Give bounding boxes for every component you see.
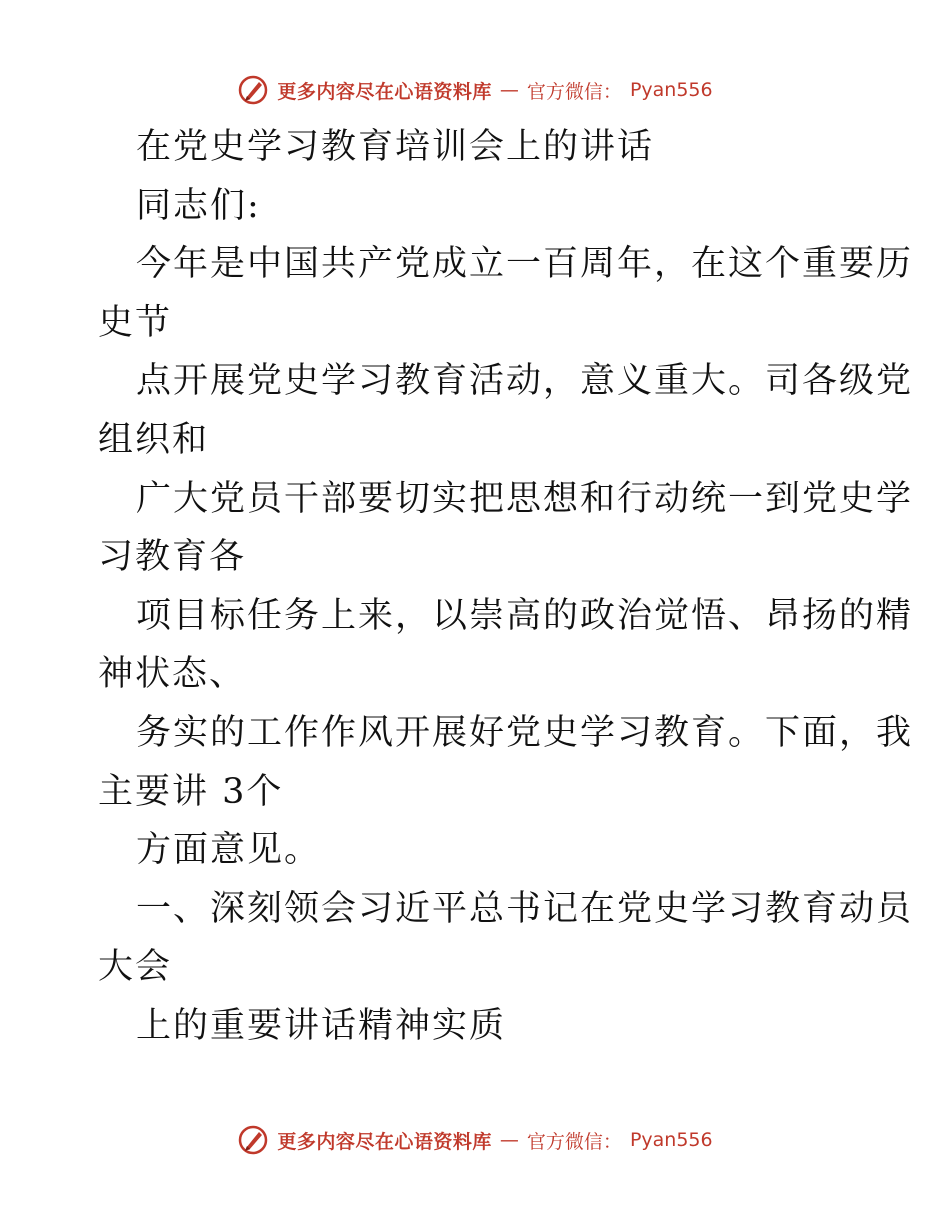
body-line: 项目标任务上来，以崇高的政治觉悟、昂扬的精	[136, 595, 914, 636]
body-line: 今年是中国共产党成立一百周年，在这个重要历	[136, 244, 914, 285]
section-heading: 一、深刻领会习近平总书记在党史学习教育动员	[136, 888, 914, 929]
banner-wechat-id: Pyan556	[629, 1129, 713, 1151]
body-line: 务实的工作作风开展好党史学习教育。下面，我	[136, 712, 914, 753]
body-line: 史节	[98, 302, 173, 343]
body-line: 神状态、	[98, 654, 247, 695]
banner-separator: —	[499, 1129, 519, 1151]
banner-wechat-label: 官方微信：	[526, 1130, 622, 1153]
body-line: 组织和	[98, 419, 210, 460]
body-line: 方面意见。	[136, 830, 322, 871]
document-body	[98, 118, 914, 1056]
banner-wechat-label: 官方微信：	[526, 80, 622, 103]
banner-text: 更多内容尽在心语资料库	[277, 80, 492, 103]
quill-pen-seal-icon	[237, 74, 269, 106]
banner-text: 更多内容尽在心语资料库	[277, 1130, 492, 1153]
body-line: 点开展党史学习教育活动，意义重大。司各级党	[136, 361, 914, 402]
banner-separator: —	[499, 79, 519, 101]
section-heading-cont: 上的重要讲话精神实质	[136, 1005, 507, 1046]
body-line: 广大党员干部要切实把思想和行动统一到党史学	[136, 478, 914, 519]
body-line: 主要讲 3个	[98, 771, 284, 812]
body-line: 习教育各	[98, 537, 247, 578]
quill-pen-seal-icon	[237, 1124, 269, 1156]
banner-wechat-id: Pyan556	[629, 79, 713, 101]
footer-banner	[0, 1120, 950, 1160]
section-heading-cont: 大会	[98, 947, 173, 988]
document-title: 在党史学习教育培训会上的讲话	[136, 127, 655, 167]
salutation: 同志们:	[136, 185, 261, 226]
header-banner	[0, 70, 950, 110]
